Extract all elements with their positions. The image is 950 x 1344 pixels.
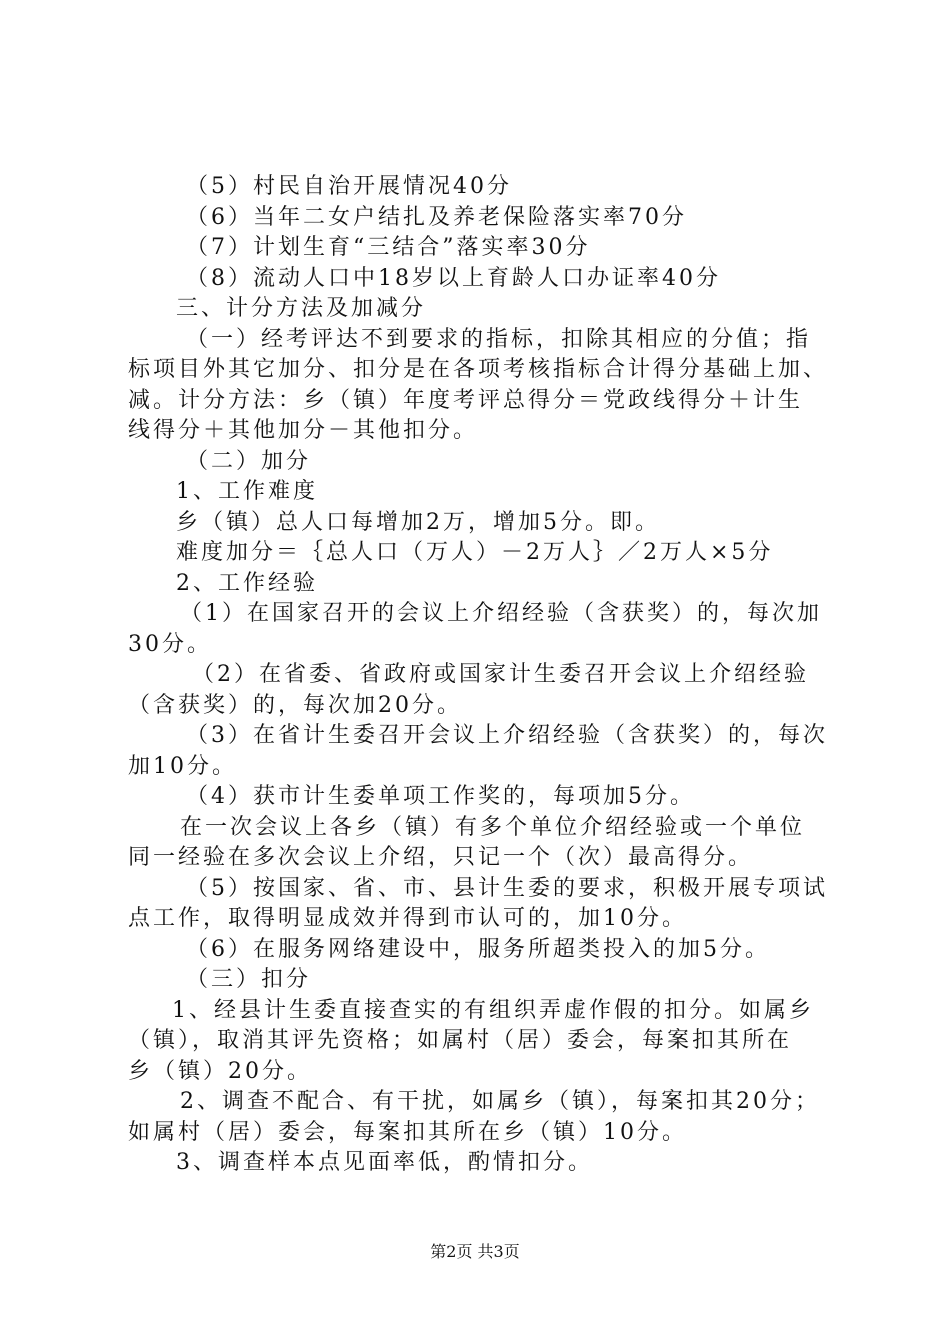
text-line: （三）扣分	[186, 967, 312, 992]
text-line: 乡（镇）总人口每增加2万，增加5分。即。	[176, 509, 660, 535]
text-line: 30分。	[128, 631, 212, 657]
document-body	[128, 172, 838, 1179]
text-line: 2、调查不配合、有干扰，如属乡（镇），每案扣其20分；	[180, 1089, 820, 1114]
text-line: 三、计分方法及加减分	[176, 296, 427, 321]
text-line: 减。计分方法：乡（镇）年度考评总得分＝党政线得分＋计生	[128, 387, 804, 413]
text-line: （6）在服务网络建设中，服务所超类投入的加5分。	[186, 936, 770, 962]
text-line: （6）当年二女户结扎及养老保险落实率70分	[186, 204, 687, 230]
text-line: （8）流动人口中18岁以上育龄人口办证率40分	[186, 265, 721, 291]
text-line: 3、调查样本点见面率低，酌情扣分。	[176, 1150, 593, 1175]
text-line: 如属村（居）委会，每案扣其所在乡（镇）10分。	[128, 1119, 687, 1145]
text-line: （一）经考评达不到要求的指标，扣除其相应的分值；指	[186, 326, 812, 352]
text-line: （2）在省委、省政府或国家计生委召开会议上介绍经验	[192, 662, 809, 687]
text-line: 难度加分＝｛总人口（万人）－2万人｝／2万人×5分	[176, 540, 774, 565]
text-line: （5）按国家、省、市、县计生委的要求，积极开展专项试	[186, 875, 828, 901]
text-line: 1、经县计生委直接查实的有组织弄虚作假的扣分。如属乡	[172, 997, 814, 1023]
text-line: 同一经验在多次会议上介绍，只记一个（次）最高得分。	[128, 845, 754, 870]
text-line: （3）在省计生委召开会议上介绍经验（含获奖）的，每次	[186, 723, 828, 748]
text-line: （二）加分	[186, 448, 312, 474]
text-line: （7）计划生育“三结合”落实率30分	[186, 235, 591, 260]
text-line: 1、工作难度	[176, 479, 318, 504]
text-line: 2、工作经验	[176, 570, 318, 596]
text-line: （1）在国家召开的会议上介绍经验（含获奖）的，每次加	[180, 601, 822, 626]
text-line: 线得分＋其他加分－其他扣分。	[128, 418, 479, 443]
text-line: 点工作，取得明显成效并得到市认可的，加10分。	[128, 906, 687, 931]
text-line: 在一次会议上各乡（镇）有多个单位介绍经验或一个单位	[180, 814, 806, 840]
text-line: （5）村民自治开展情况40分	[186, 174, 512, 199]
text-line: （含获奖）的，每次加20分。	[128, 692, 462, 718]
text-line: 标项目外其它加分、扣分是在各项考核指标合计得分基础上加、	[128, 357, 829, 382]
text-line: （4）获市计生委单项工作奖的，每项加5分。	[186, 784, 695, 809]
text-line: （镇），取消其评先资格；如属村（居）委会，每案扣其所在	[128, 1028, 793, 1053]
text-line: 乡（镇）20分。	[128, 1058, 312, 1084]
page-footer: 第2页 共3页	[430, 1242, 520, 1261]
text-line: 加10分。	[128, 753, 237, 779]
